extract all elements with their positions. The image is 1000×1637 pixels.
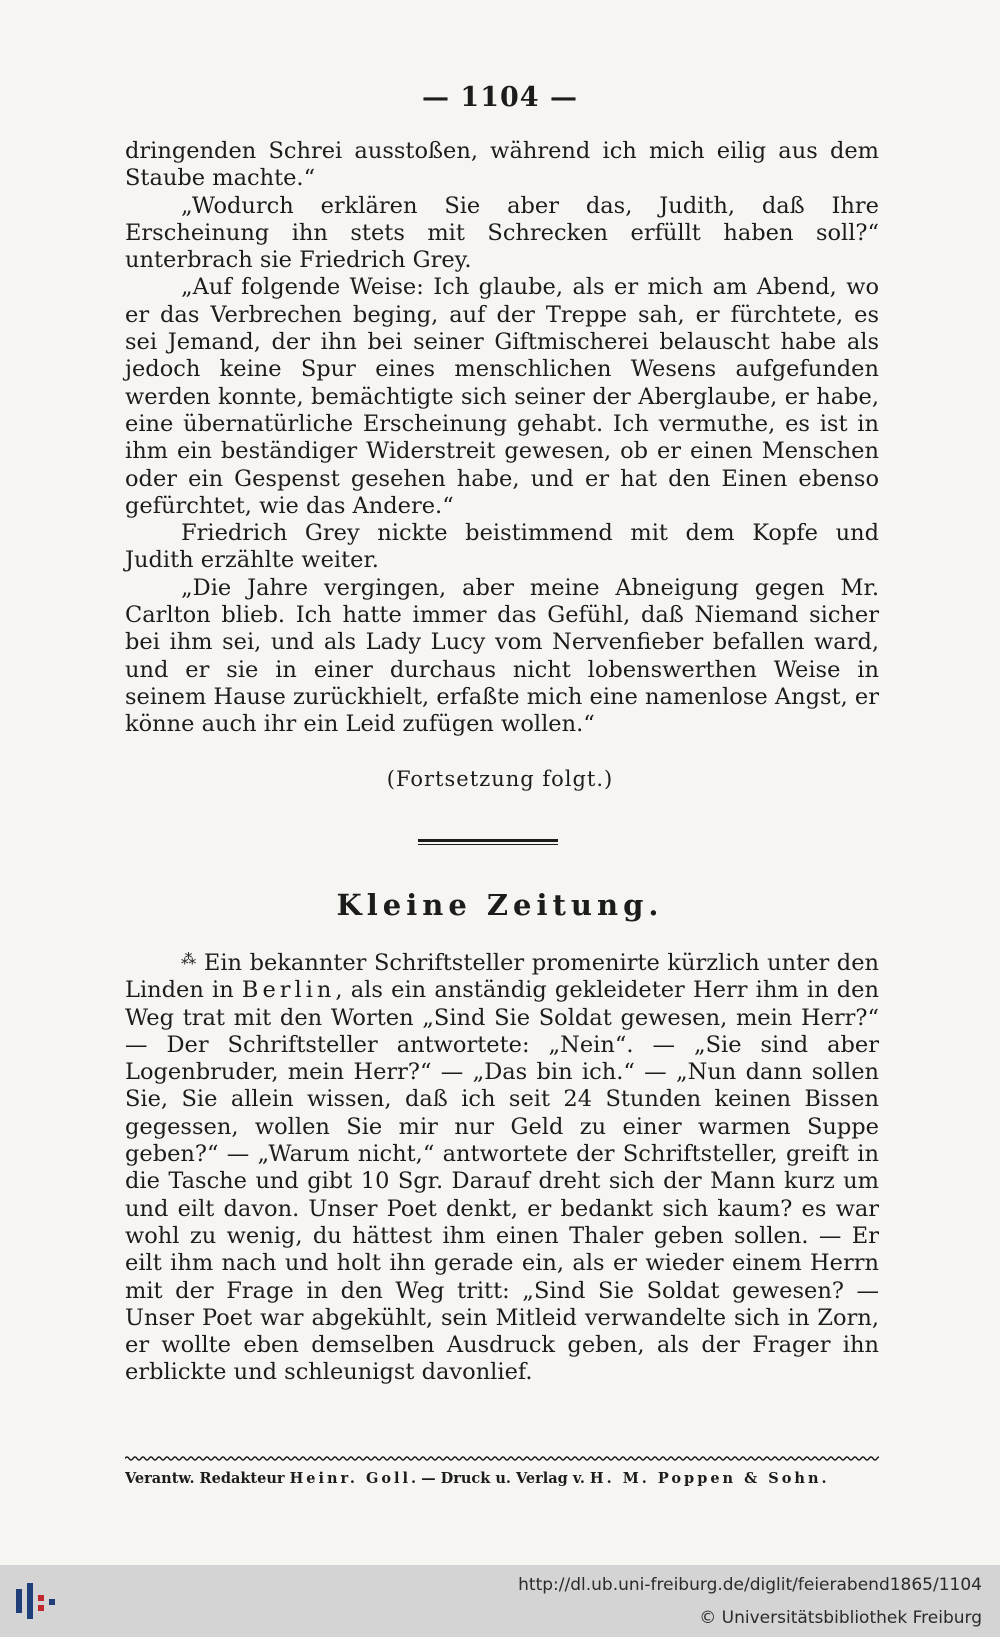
imprint-line <box>125 1470 879 1487</box>
permalink-url[interactable]: http://dl.ub.uni-freiburg.de/diglit/feierabend1865/1104 <box>518 1575 982 1595</box>
news-text: Ein bekannter Schriftsteller promenirte kürzlich unter den Linden in <box>125 950 879 1004</box>
city-name: Berlin <box>241 977 336 1004</box>
copyright-notice: © Universitätsbibliothek Freiburg <box>699 1608 982 1628</box>
paragraph: „Auf folgende Weise: Ich glaube, als er mich am Abend, wo er das Verbrechen beging, auf der Treppe sah, er fürchtete, es sei Jemand, der ihn bei seiner Giftmischerei belauscht habe als jedoch keine Spur eines menschlichen Wesens aufgefunden werden konnte, bemächtigte sich seiner der Aberglaube, er habe, eine übernatürliche Erscheinung gehabt. Ich vermuthe, es ist in ihm ein beständiger Widerstreit gewesen, ob er einen Menschen oder ein Gespenst gesehen habe, und er hat den Einen ebenso gefürchtet, wie das Andere.“ <box>125 274 879 519</box>
imprint-text: . <box>821 1470 827 1487</box>
paragraph: „Die Jahre vergingen, aber meine Abneigung gegen Mr. Carlton blieb. Ich hatte immer das Gefühl, daß Niemand sicher bei ihm sei, und als Lady Lucy vom Nervenfieber befallen ward, und er sie in einer durchaus nicht lobenswerthen Weise in seinem Hause zurückhielt, erfaßte mich eine namenlose Angst, er könne auch ihr ein Leid zufügen wollen.“ <box>125 574 879 738</box>
news-item <box>125 946 879 1387</box>
story-text <box>125 138 879 739</box>
continuation-note: (Fortsetzung folgt.) <box>386 767 614 791</box>
imprint-text: Verantw. Redakteur <box>125 1470 290 1487</box>
paragraph: dringenden Schrei ausstoßen, während ich mich eilig aus dem Staube machte.“ <box>125 138 879 192</box>
imprint-text: . — Druck u. Verlag v. <box>411 1470 590 1487</box>
paragraph: „Wodurch erklären Sie aber das, Judith, daß Ihre Erscheinung ihn stets mit Schrecken erfüllt haben soll?“ unterbrach sie Friedrich Grey. <box>125 192 879 274</box>
news-paragraph <box>125 946 879 1387</box>
page-number: — 1104 — <box>422 82 578 113</box>
footer-wavy-rule <box>125 1455 879 1462</box>
publisher-name: H. M. Poppen & Sohn <box>589 1470 822 1487</box>
section-title: Kleine Zeitung. <box>336 888 664 922</box>
editor-name: Heinr. Goll <box>289 1470 412 1487</box>
ub-freiburg-logo-icon[interactable] <box>10 1575 62 1627</box>
viewer-footer-bar <box>0 1565 1000 1637</box>
section-divider <box>418 839 558 842</box>
paragraph: Friedrich Grey nickte beistimmend mit dem Kopfe und Judith erzählte weiter. <box>125 520 879 574</box>
wavy-line <box>125 1455 879 1462</box>
asterism-glyph: ⁂ <box>181 950 197 968</box>
news-text: , als ein anständig gekleideter Herr ihm in den Weg trat mit den Worten „Sind Sie Soldat gewesen, mein Herr?“ — Der Schriftsteller antwortete: „Nein“. — „Sie sind aber Logenbruder, mein Herr?“ — „Das bin ich.“ — „Nun dann sollen Sie, Sie allein wissen, daß ich seit 24 Stunden keinen Bissen gegessen, wollen Sie mir nur Geld zu einer warmen Suppe geben?“ — „Warum nicht,“ antwortete der Schriftsteller, greift in die Tasche und gibt 10 Sgr. Darauf dreht sich der Mann kurz um und eilt davon. Unser Poet denkt, er bedankt sich kaum? es war wohl zu wenig, du hättest ihm einen Thaler geben sollen. — Er eilt ihm nach und holt ihn gerade ein, als er wieder einem Herrn mit der Frage in den Weg tritt: „Sind Sie Soldat gewesen? — Unser Poet war abgekühlt, sein Mitleid verwandelte sich in Zorn, er wollte eben demselben Ausdruck geben, als der Frager ihn erblickte und schleunigst davonlief. <box>125 977 879 1386</box>
